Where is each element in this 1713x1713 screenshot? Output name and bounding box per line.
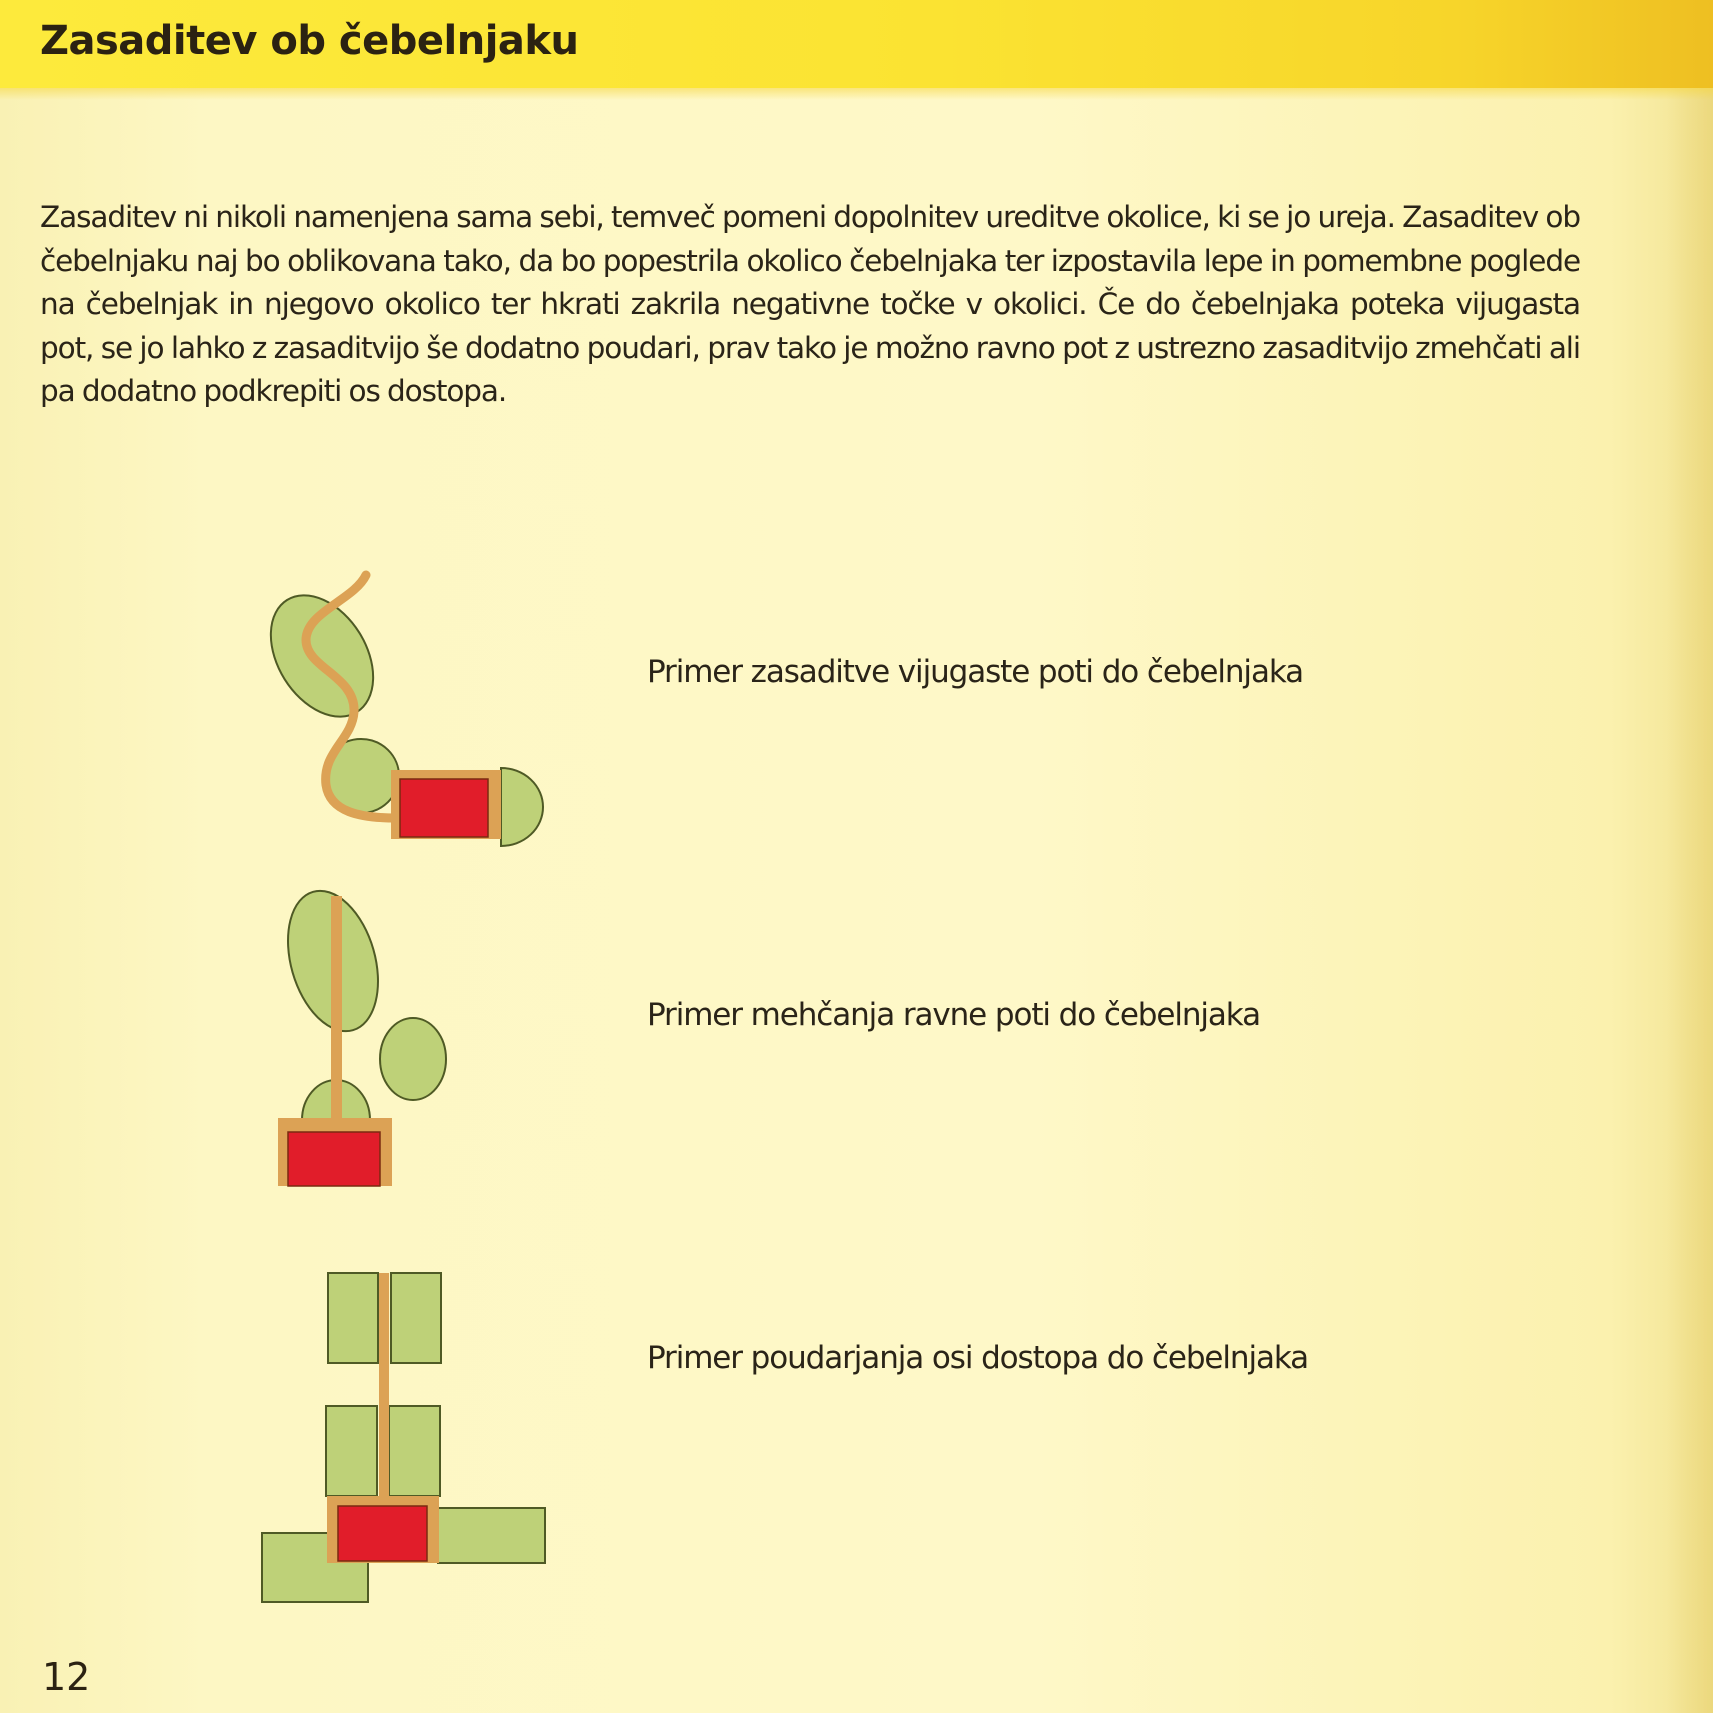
caption-access-axis: Primer poudarjanja osi dostopa do čebelnjaka bbox=[647, 1340, 1309, 1376]
caption-straight-path: Primer mehčanja ravne poti do čebelnjaka bbox=[647, 997, 1261, 1033]
page-title: Zasaditev ob čebelnjaku bbox=[40, 18, 579, 64]
hedge-bottom-right bbox=[438, 1508, 545, 1563]
hedge-mid-left bbox=[326, 1406, 377, 1496]
hedge-top-left bbox=[328, 1273, 378, 1363]
axis-path-line bbox=[379, 1273, 389, 1505]
intro-paragraph: Zasaditev ni nikoli namenjena sama sebi, temveč pomeni dopolnitev ureditve okolice, ki se jo ureja. Zasaditev ob čebelnjaku naj bo oblikovana tako, da bo popestrila okolico čebelnjaka ter izpostavila lepe in pomembne poglede na čebelnjak in njegovo okolico ter hkrati zakrila negativne točke v okolici. Če do čebelnjaka poteka vijugasta pot, se jo lahko z zasaditvijo še dodatno poudari, prav tako je možno ravno pot z ustrezno zasaditvijo zmehčati ali pa dodatno podkrepiti os dostopa. bbox=[40, 200, 1580, 409]
page-number: 12 bbox=[42, 1655, 91, 1699]
hedge-mid-right bbox=[389, 1406, 440, 1496]
beehive-red-3 bbox=[338, 1506, 427, 1561]
caption-winding-path: Primer zasaditve vijugaste poti do čebelnjaka bbox=[647, 654, 1304, 690]
hedge-top-right bbox=[391, 1273, 441, 1363]
